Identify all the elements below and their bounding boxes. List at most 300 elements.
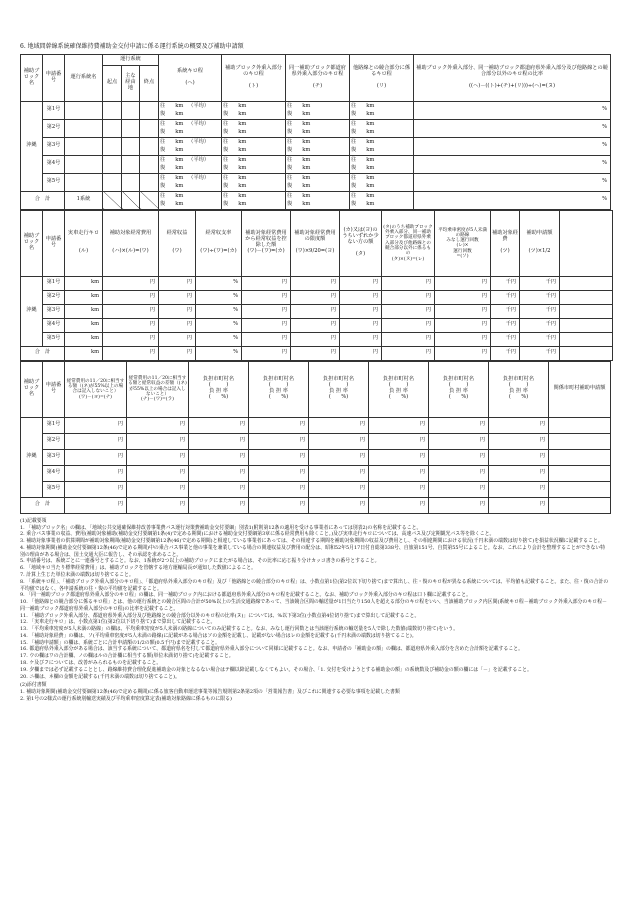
value-cell (560, 346, 613, 360)
t2-header-cost: 補助対象経常費用 (ハ)×(ル)=(ワ) (103, 210, 159, 276)
value-cell: 円 (429, 465, 489, 481)
route-row (21, 173, 611, 191)
km-unit: km (238, 183, 247, 190)
note-item: 7. 計算上生じた単位未満の端数は切り捨てること。 (20, 572, 134, 579)
value-cell: 円 (309, 465, 369, 481)
km-unit: km (175, 183, 184, 190)
direction-label: 往 (351, 175, 357, 182)
row-number: 第3号 (43, 304, 65, 318)
notes-heading: (1)記載要領 (20, 517, 47, 524)
km-unit: km (366, 193, 375, 200)
row-number: 第2号 (43, 290, 65, 304)
km-unit: km (175, 201, 184, 208)
km-unit: km (366, 121, 375, 128)
km-cell (350, 137, 414, 155)
km-unit: km (302, 129, 311, 136)
note-item: 2. 乗合バス事業の収益、費用(補助対象補助(補助金交付要綱第1条(4)で定める期間)における補助金交付要綱第3章に係る経常費用も除くこと。)及び実車走行キロについては、高速バス及び定期観光バス等を除くこと。 (20, 531, 495, 538)
direction-label: 往 (160, 139, 166, 146)
value-cell: 円 (291, 304, 340, 318)
t1-header-block: 補助ブロック名 (21, 54, 43, 101)
km-line (223, 138, 284, 146)
value-cell: 千円 (491, 304, 520, 318)
value-cell: 円 (309, 417, 369, 433)
km-unit: km (366, 147, 375, 154)
direction-label: 往 (287, 193, 293, 200)
value-cell: 円 (65, 417, 127, 433)
value-cell: 円 (382, 290, 435, 304)
t1-header-ratio: 補助ブロック外乗入部分、同一補助ブロック都道府県外乗入部分及び他路線との競合部分以外のキロ程の比率 ((ヘ)－((ト)+(チ)+(リ)))÷(ヘ)=(ヌ) (414, 54, 611, 101)
km-line (160, 138, 220, 146)
value-cell: 千円 (491, 346, 520, 360)
value-cell: 円 (309, 481, 369, 497)
km-unit: km (366, 175, 375, 182)
km-unit: km (238, 103, 247, 110)
value-cell: 円 (291, 318, 340, 332)
km-unit: km (366, 129, 375, 136)
km-line (351, 110, 412, 118)
note-item: 3. 補助対象事業者の供算期間が補助対象期間(補助金交付要綱第12条(46)で定める期間)と相違している事業者にあっては、その相違する期間を補助対象期間の収益及び費用とし、その相違期間における状況(千円未満の端数は切り捨て)を損益状況欄に記載すること。 (20, 538, 603, 545)
row-number: 第3号 (43, 449, 65, 465)
direction-label: 復 (287, 147, 293, 154)
route-cell (140, 173, 159, 191)
total-row (21, 346, 613, 360)
value-cell: 円 (103, 290, 159, 304)
km-cell (222, 155, 286, 173)
row-number: 第2号 (43, 119, 65, 137)
km-cell (159, 137, 222, 155)
note-item: 15. 「補助申請額」の欄は、系統ごとに合計申請額の1/2の額(0.5千円)まで記載すること。 (20, 639, 220, 646)
note-item: 13. 「平均乗車密度が5人未満の路線」の欄は、平均乗車密度が5人未満の路線についてのみ記載すること。なお、みなし運行回数とは当該運行系統の輸送量を5人で除した数値(端数切り捨て)をいう。 (20, 626, 459, 633)
direction-label: 往 (223, 193, 229, 200)
value-cell (549, 433, 611, 449)
direction-label: 往 (287, 157, 293, 164)
value-cell: 円 (65, 481, 127, 497)
value-cell: % (196, 304, 242, 318)
value-cell: 円 (435, 332, 491, 346)
value-cell: 円 (489, 449, 549, 465)
value-cell: km (65, 276, 103, 290)
route-row (21, 119, 611, 137)
direction-label: 往 (287, 175, 293, 182)
km-line (287, 182, 348, 190)
direction-label: 復 (160, 183, 166, 190)
direction-label: 往 (223, 157, 229, 164)
value-cell: 円 (340, 304, 382, 318)
km-unit: km (238, 157, 247, 164)
value-cell: 千円 (520, 304, 560, 318)
value-cell: 円 (159, 304, 196, 318)
value-cell: 円 (340, 346, 382, 360)
value-cell: 円 (159, 318, 196, 332)
value-cell: 円 (103, 276, 159, 290)
km-line (351, 182, 412, 190)
direction-label: 復 (287, 201, 293, 208)
direction-label: 復 (351, 129, 357, 136)
km-line (223, 120, 284, 128)
km-unit: km (238, 165, 247, 172)
direction-label: 復 (351, 111, 357, 118)
value-cell: 千円 (520, 290, 560, 304)
value-cell: 千円 (491, 290, 520, 304)
direction-label: 復 (287, 183, 293, 190)
km-cell (350, 155, 414, 173)
t2-header-no: 申請番号 (43, 210, 65, 276)
route-cell (103, 173, 122, 191)
value-cell: 千円 (520, 346, 560, 360)
row-number: 第5号 (43, 173, 65, 191)
ratio-cell: % (414, 137, 611, 155)
t3-header-muni-5: 負担市町村名 ( ) 負 担 率 ( %) (429, 361, 489, 417)
value-cell (549, 465, 611, 481)
value-cell: 円 (429, 497, 489, 513)
value-cell: 円 (291, 346, 340, 360)
direction-label: 往 (160, 157, 166, 164)
route-row (21, 101, 611, 119)
section-title: 6. 地域間幹線系統確保維持費補助金交付申請に係る運行系統の概要及び補助申請額 (20, 43, 244, 50)
km-line (223, 156, 284, 164)
value-cell: 円 (189, 433, 249, 449)
direction-label: 復 (160, 165, 166, 172)
diagonal-cell (103, 191, 122, 209)
direction-label: 往 (223, 103, 229, 110)
km-line (160, 128, 220, 136)
value-cell: 円 (340, 332, 382, 346)
km-line (160, 182, 220, 190)
km-unit: km (238, 175, 247, 182)
direction-label: 往 (351, 103, 357, 110)
t3-header-no: 申請番号 (43, 361, 65, 417)
t1-header-km: 系統キロ程 (ヘ) (159, 54, 222, 101)
share-row (21, 465, 611, 481)
direction-label: 復 (351, 201, 357, 208)
km-line (160, 110, 220, 118)
t2-header-rev: 経常収益 (ワ) (159, 210, 196, 276)
km-unit: km (302, 139, 311, 146)
km-line (160, 174, 220, 182)
direction-label: 往 (351, 139, 357, 146)
route-cell (122, 119, 140, 137)
value-cell: 円 (249, 481, 309, 497)
avg-label: （平均） (188, 139, 210, 146)
route-cell (122, 155, 140, 173)
avg-label: （平均） (188, 103, 210, 110)
direction-label: 復 (351, 183, 357, 190)
km-line (160, 102, 220, 110)
value-cell: 円 (159, 276, 196, 290)
calc-row (21, 276, 613, 290)
km-line (351, 102, 412, 110)
value-cell: 円 (291, 290, 340, 304)
t1-header-same: 同一補助ブロック都道府県外乗入部分のキロ程 (チ) (286, 54, 350, 101)
value-cell: km (65, 318, 103, 332)
value-cell: 円 (159, 346, 196, 360)
value-cell: 円 (489, 497, 549, 513)
t1-header-start: 起点 (103, 65, 122, 101)
t1-header-end: 終点 (140, 65, 159, 101)
km-unit: km (238, 121, 247, 128)
value-cell: % (196, 346, 242, 360)
note-item: 4. 補助対象期間(補助金交付要綱第12条(46)で定める期間)中の乗合バス事業と他の事業を兼業している場合の関連収益及び費用の配分は、昭和52年5月17日付自総第338号、自旅第151号、自貨第55号によること。なお、これにより会計を整理することができない特別の理由がある場合は、国土交通大臣に報告し、その承認を求めること。 (20, 544, 606, 558)
t2-header-lim: 補助対象経常費用の限度額 (ワ)×9/20=(ヨ) (291, 210, 340, 276)
value-cell (560, 290, 613, 304)
notes (20, 518, 610, 703)
direction-label: 復 (351, 165, 357, 172)
route-cell (140, 119, 159, 137)
value-cell: 円 (489, 433, 549, 449)
km-unit: km (302, 183, 311, 190)
km-unit: km (302, 147, 311, 154)
t2-header-block: 補助ブロック名 (21, 210, 43, 276)
value-cell: 円 (382, 346, 435, 360)
km-cell (159, 173, 222, 191)
value-cell: 円 (429, 433, 489, 449)
route-cell (65, 155, 103, 173)
block-name: 沖縄 (21, 276, 43, 346)
km-unit: km (238, 111, 247, 118)
t2-header-req: 補助申請額 (ツ)×1/2 (520, 210, 560, 276)
value-cell: km (65, 304, 103, 318)
value-cell (560, 276, 613, 290)
route-row (21, 137, 611, 155)
km-line (351, 156, 412, 164)
note-item: 11. 「補助ブロック外乗入部分、都道府県外乗入部分及び他路線との競合部分以外のキロ程の比率(ヌ)」については、%以下第3位(小数点第4位切り捨て)まで算出して記載すること。 (20, 612, 420, 619)
direction-label: 往 (160, 121, 166, 128)
row-number: 第1号 (43, 101, 65, 119)
route-cell (65, 137, 103, 155)
t3-header-block: 補助ブロック名 (21, 361, 43, 417)
t2-header-km: 実車走行キロ (ル) (65, 210, 103, 276)
km-line (160, 192, 220, 200)
t2-header-prop: (タ)のうち補助ブロック外乗入部分、同一補助ブロック都道府県外乗入部分及び他路線との競合部分以外に係るもの (タ)×(ヌ)=(レ) (382, 210, 435, 276)
km-cell (286, 173, 350, 191)
value-cell: 千円 (491, 276, 520, 290)
t1-header-out: 補助ブロック外乗入部分のキロ程 (ト) (222, 54, 286, 101)
km-cell (350, 191, 414, 209)
km-line (287, 192, 348, 200)
row-number: 第5号 (43, 481, 65, 497)
km-unit: km (366, 139, 375, 146)
value-cell: 円 (309, 433, 369, 449)
value-cell: 円 (242, 332, 291, 346)
value-cell: 円 (189, 481, 249, 497)
note-item: 8. 「系統キロ程」、「補助ブロック外乗入部分のキロ程」、「都道府県外乗入部分のキロ程」及び「他路線との競合部分のキロ程」は、小数点第1位(第2位以下切り捨て)まで算出し、往・復のキロ程が異なる系統については、平均値も記載すること。また、往・復の合計の平均値ではなく、各申請系統の往・復の平均値を記載すること。 (20, 578, 609, 592)
km-unit: km (175, 147, 184, 154)
km-line (223, 192, 284, 200)
km-unit: km (302, 193, 311, 200)
direction-label: 復 (160, 147, 166, 154)
row-number: 第5号 (43, 332, 65, 346)
direction-label: 復 (223, 165, 229, 172)
value-cell: 千円 (520, 318, 560, 332)
km-line (351, 128, 412, 136)
t1-header-route: 運行系統 (103, 54, 159, 65)
value-cell: 円 (189, 417, 249, 433)
km-line (351, 146, 412, 154)
note-item: 17. ウの欄はワの合計欄、ノの欄はルの合計欄に相当する額(単位未満切り捨て)を記載すること。 (20, 653, 234, 660)
value-cell: 円 (382, 332, 435, 346)
km-cell (159, 191, 222, 209)
note-item: 1. 「補助ブロック名」の欄は、「地域公共交通確保維持改善事業費バス運行対策費補助金交付要綱」別表1(附則第12条の適用を受ける事業者にあっては別表2)の名称を記載すること。 (20, 524, 422, 531)
direction-label: 往 (223, 175, 229, 182)
value-cell (560, 304, 613, 318)
attachments-heading: (2)添付書類 (20, 682, 47, 689)
route-cell (122, 137, 140, 155)
calc-row (21, 304, 613, 318)
ratio-cell: % (414, 101, 611, 119)
value-cell: 円 (382, 276, 435, 290)
value-cell: 円 (127, 449, 189, 465)
km-unit: km (175, 157, 184, 164)
t3-header-muni-1: 負担市町村名 ( ) 負 担 率 ( %) (189, 361, 249, 417)
km-line (287, 156, 348, 164)
direction-label: 往 (223, 139, 229, 146)
note-item: 18. ケ及びフについては、改善がみられるものを記載すること。 (20, 659, 162, 666)
km-line (287, 138, 348, 146)
total-routes: 1系統 (65, 191, 103, 209)
value-cell: 円 (189, 497, 249, 513)
direction-label: 復 (160, 201, 166, 208)
km-unit: km (366, 157, 375, 164)
value-cell (560, 318, 613, 332)
avg-label: （平均） (188, 175, 210, 182)
route-cell (140, 137, 159, 155)
value-cell: 円 (309, 497, 369, 513)
value-cell: 円 (291, 332, 340, 346)
row-number: 第4号 (43, 318, 65, 332)
value-cell: 千円 (520, 332, 560, 346)
total-label: 合 計 (21, 346, 65, 360)
value-cell: 円 (435, 318, 491, 332)
route-row (21, 155, 611, 173)
value-cell: 円 (127, 481, 189, 497)
km-cell (159, 119, 222, 137)
km-unit: km (238, 193, 247, 200)
attachment-item: 1. 補助対象期間(補助金交付要綱第12条(46)で定める期間)に係る旅客自動車運送事業等報告規則第2条第2項の「営業報告書」及びこれに関連する必要な事項を記載した書類 (20, 689, 400, 696)
value-cell: 円 (435, 290, 491, 304)
value-cell: % (196, 290, 242, 304)
note-item: 14. 「補助対象経費」の欄は、ソ(平均乗車密度が5人未満の路線)に記載がある場合はソの金額を記載し、記載がない場合はレの金額を記載する(千円未満の端数は切り捨てること)。 (20, 632, 417, 639)
km-line (351, 192, 412, 200)
km-unit: km (175, 139, 184, 146)
km-line (351, 120, 412, 128)
value-cell: 円 (435, 276, 491, 290)
km-unit: km (366, 201, 375, 208)
diagonal-cell (122, 191, 140, 209)
share-row (21, 449, 611, 465)
row-number: 第4号 (43, 465, 65, 481)
total-label: 合 計 (21, 497, 65, 513)
km-line (351, 174, 412, 182)
value-cell (549, 481, 611, 497)
value-cell: 円 (242, 318, 291, 332)
km-line (223, 110, 284, 118)
ratio-cell: % (414, 191, 611, 209)
value-cell: % (196, 276, 242, 290)
note-item: 9. 「同一補助ブロック都道府県外乗入部分のキロ程」の欄は、同一補助ブロック内における都道府県外乗入部分のキロ程を記載すること。なお、補助ブロック外乗入部分のキロ程は口ト欄に記載すること。 (20, 592, 471, 599)
value-cell: 円 (189, 449, 249, 465)
direction-label: 復 (223, 183, 229, 190)
value-cell: % (196, 332, 242, 346)
km-line (351, 200, 412, 208)
km-unit: km (175, 121, 184, 128)
value-cell: 千円 (491, 332, 520, 346)
direction-label: 往 (287, 103, 293, 110)
diagonal-cell (140, 191, 159, 209)
km-line (223, 174, 284, 182)
km-line (287, 110, 348, 118)
km-line (160, 146, 220, 154)
km-unit: km (302, 201, 311, 208)
t3-header-b: 経常費用の11／20に相当する額と経常収益の差額（(ネ)が55%以上の場合は記入しないこと） (ナ)－(ワ)=(ラ) (127, 361, 189, 417)
km-cell (286, 119, 350, 137)
km-cell (222, 119, 286, 137)
km-line (160, 164, 220, 172)
value-cell (549, 497, 611, 513)
km-cell (222, 173, 286, 191)
km-line (351, 164, 412, 172)
total-label: 合 計 (21, 191, 65, 209)
row-number: 第2号 (43, 433, 65, 449)
value-cell: 円 (127, 417, 189, 433)
value-cell (560, 332, 613, 346)
direction-label: 往 (351, 193, 357, 200)
value-cell: 円 (489, 417, 549, 433)
direction-label: 往 (160, 103, 166, 110)
t1-header-route-name: 運行系統名 (65, 54, 103, 101)
direction-label: 復 (287, 165, 293, 172)
route-cell (65, 173, 103, 191)
t2-header-extra (560, 210, 613, 276)
km-cell (222, 137, 286, 155)
route-cell (122, 173, 140, 191)
km-unit: km (238, 201, 247, 208)
km-unit: km (302, 175, 311, 182)
value-cell: 円 (189, 465, 249, 481)
km-unit: km (175, 175, 184, 182)
value-cell: 円 (369, 449, 429, 465)
t2-header-min: (カ)又は(ヨ)のうちいずれか少ない方の額 (タ) (340, 210, 382, 276)
direction-label: 往 (351, 121, 357, 128)
route-cell (140, 155, 159, 173)
km-unit: km (366, 111, 375, 118)
direction-label: 往 (223, 121, 229, 128)
direction-label: 往 (351, 157, 357, 164)
share-row (21, 417, 611, 433)
direction-label: 往 (160, 193, 166, 200)
value-cell: 円 (340, 290, 382, 304)
value-cell: 円 (159, 332, 196, 346)
km-cell (159, 155, 222, 173)
km-cell (286, 155, 350, 173)
direction-label: 復 (223, 201, 229, 208)
t1-header-comp: 他路線との競合部分に係るキロ程 (リ) (350, 54, 414, 101)
value-cell: 千円 (491, 318, 520, 332)
value-cell: 円 (369, 497, 429, 513)
row-number: 第4号 (43, 155, 65, 173)
direction-label: 復 (223, 147, 229, 154)
km-cell (159, 101, 222, 119)
value-cell: 円 (309, 449, 369, 465)
t2-header-diff: 補助対象経常費用から経常収益を控除した額 (ワ)－(ワ)=(カ) (242, 210, 291, 276)
value-cell: 円 (242, 276, 291, 290)
direction-label: 往 (287, 139, 293, 146)
value-cell: 円 (369, 433, 429, 449)
km-line (160, 200, 220, 208)
km-line (223, 102, 284, 110)
row-number: 第1号 (43, 417, 65, 433)
km-line (223, 146, 284, 154)
km-line (287, 174, 348, 182)
